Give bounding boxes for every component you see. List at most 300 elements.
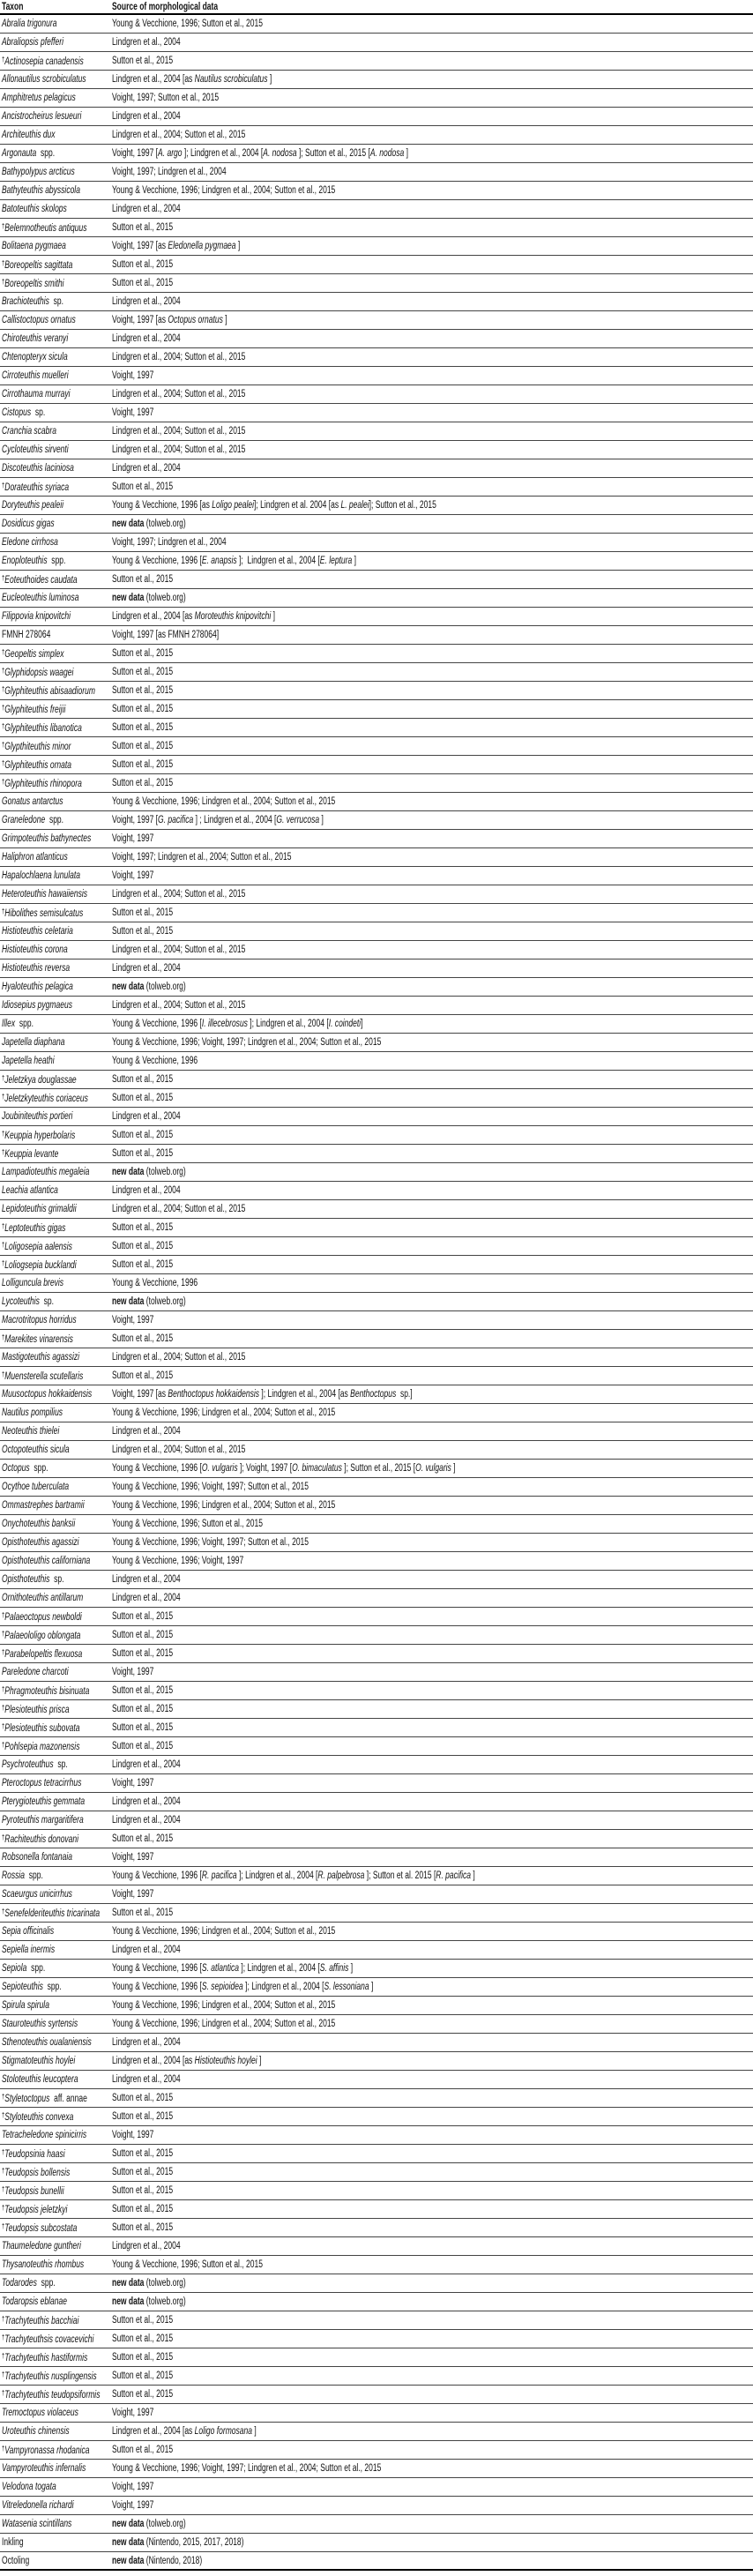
italic-text: Glyphiteuthis freijii: [4, 704, 66, 715]
source-cell: [112, 126, 293, 144]
extinct-dagger-mark: †: [2, 221, 5, 230]
taxon-cell-text: [2, 667, 73, 678]
extinct-dagger-mark: †: [2, 1684, 5, 1693]
italic-text: Styletoctopus: [4, 2093, 50, 2104]
table-header: [0, 0, 753, 15]
source-cell: [112, 2534, 290, 2551]
taxon-cell: [2, 2348, 110, 2366]
source-cell-text: [112, 852, 291, 862]
text-segment: Young & Vecchione, 1996; Voight, 1997: [112, 1556, 244, 1566]
italic-text: Teudopsis jeletzkyi: [4, 2204, 68, 2215]
source-cell: [112, 997, 293, 1014]
taxon-cell-text: [2, 204, 67, 214]
extinct-dagger-mark: †: [2, 1833, 5, 1841]
taxon-cell-text: [2, 2074, 78, 2085]
text-segment: Lindgren et al., 2004: [112, 2037, 181, 2048]
bold-text: new data: [112, 1167, 145, 1177]
italic-text: Pohlsepia mazonensis: [4, 1741, 80, 1752]
text-segment: Young & Vecchione, 1996; Lindgren et al., 2004; Sutton et al., 2015: [112, 1407, 336, 1418]
taxon-cell: [2, 1237, 110, 1255]
source-cell-text: [112, 870, 153, 881]
italic-text: Trachyteuthis nusplingensis: [4, 2371, 97, 2382]
table-row: [0, 848, 753, 867]
source-cell: [112, 2552, 234, 2569]
italic-text: Uroteuthis chinensis: [2, 2426, 70, 2437]
taxon-cell-text: [2, 426, 56, 437]
table-row: [0, 385, 753, 404]
taxon-cell-text: [2, 93, 76, 103]
source-cell-text: [112, 315, 227, 325]
italic-text: Parabelopeltis flexuosa: [4, 1648, 83, 1660]
source-cell-text: [112, 1778, 153, 1788]
table-row: [0, 1960, 753, 1978]
taxon-cell-text: [2, 2408, 78, 2418]
text-segment: spp.: [15, 1019, 34, 1029]
taxon-cell: [2, 1848, 110, 1866]
source-cell: [112, 1534, 377, 1551]
text-segment: Lindgren et al., 2004 [as: [112, 611, 195, 622]
text-segment: Sutton et al., 2015: [112, 2315, 174, 2326]
text-segment: Voight, 1997: [112, 2500, 154, 2511]
source-cell: [112, 848, 354, 866]
source-cell-text: [112, 426, 245, 437]
italic-text: Joubiniteuthis portieri: [2, 1111, 73, 1122]
text-segment: Young & Vecchione, 1996; Voight, 1997; Sutton et al., 2015: [112, 1537, 309, 1548]
italic-text: Actinosepia canadensis: [4, 56, 84, 67]
taxon-cell: [2, 885, 110, 903]
source-cell: [112, 2330, 194, 2348]
italic-text: Histioteuthis celetaria: [2, 926, 73, 937]
extinct-dagger-mark: †: [2, 277, 5, 286]
text-segment: Young & Vecchione, 1996 [: [112, 556, 202, 566]
taxon-cell: [2, 1200, 110, 1218]
source-cell: [112, 330, 205, 347]
text-segment: sp.]: [396, 1389, 413, 1400]
source-cell-text: [112, 1593, 181, 1603]
table-row: [0, 1571, 753, 1589]
taxon-cell-text: [2, 1519, 75, 1529]
source-cell: [112, 1793, 205, 1811]
source-cell: [112, 15, 316, 33]
taxon-cell-text: [2, 741, 71, 752]
taxon-cell: [2, 1034, 110, 1051]
italic-text: Nautilus pompilius: [2, 1407, 63, 1418]
taxon-cell-text: [2, 1204, 77, 1214]
source-cell: [112, 885, 293, 903]
text-segment: spp.: [47, 556, 66, 566]
source-cell: [112, 1330, 194, 1348]
taxon-cell: [2, 1274, 110, 1292]
table-row: [0, 1071, 753, 1089]
taxon-cell: [2, 978, 110, 996]
text-segment: ]: [451, 1463, 456, 1474]
taxon-cell: [2, 2386, 110, 2403]
taxon-cell: [2, 2089, 110, 2107]
source-cell: [112, 1978, 465, 1996]
taxon-cell-text: [2, 1704, 70, 1715]
text-segment: Lindgren et al., 2004; Sutton et al., 2015: [112, 1445, 246, 1455]
source-cell: [112, 182, 414, 199]
taxon-cell-text: [2, 982, 73, 992]
text-segment: Young & Vecchione, 1996 [as: [112, 500, 212, 511]
italic-text: Moroteuthis knipovitchi: [194, 611, 272, 622]
text-segment: (tolweb.org): [144, 2278, 186, 2289]
italic-text: Stoloteuthis leucoptera: [2, 2074, 78, 2085]
text-segment: sp.: [31, 407, 46, 418]
italic-text: Vampyroteuthis infernalis: [2, 2463, 86, 2474]
italic-text: Brachioteuthis: [2, 296, 49, 307]
source-cell-text: [112, 1222, 173, 1233]
text-segment: Sutton et al., 2015: [112, 574, 174, 585]
text-segment: ]: [222, 315, 227, 325]
source-cell: [112, 459, 205, 477]
source-cell-text: [112, 2426, 257, 2437]
italic-text: R. palpebrosa: [317, 1870, 365, 1881]
bold-text: new data: [112, 593, 145, 603]
source-cell-text: [112, 130, 245, 140]
text-segment: Sutton et al., 2015: [112, 2148, 174, 2159]
table-row: [0, 830, 753, 848]
italic-text: Vampyronassa rhodanica: [4, 2445, 90, 2456]
italic-text: Glyphiteuthis abisaadiorum: [4, 685, 95, 697]
source-cell-text: [112, 685, 173, 696]
source-cell-text: [112, 630, 219, 640]
source-cell: [112, 441, 293, 459]
text-segment: Voight, 1997 [: [112, 815, 159, 825]
source-cell-text: [112, 1537, 309, 1548]
source-cell-text: [112, 2056, 261, 2066]
text-segment: Sutton et al., 2015: [112, 2389, 174, 2400]
table-row: [0, 1941, 753, 1960]
italic-text: Velodona togata: [2, 2482, 56, 2492]
taxon-cell: [2, 89, 110, 107]
source-cell-text: [112, 2278, 186, 2289]
source-cell-text: [112, 1278, 198, 1288]
table-row: [0, 126, 753, 145]
taxon-cell-text: [2, 56, 84, 67]
italic-text: Eoteuthoides caudata: [4, 574, 78, 586]
text-segment: Young & Vecchione, 1996 [: [112, 1870, 202, 1881]
italic-text: Teudopsis bunellii: [4, 2185, 64, 2197]
taxon-cell-text: [2, 1259, 77, 1271]
taxon-cell: [2, 2311, 110, 2329]
taxon-cell: [2, 1145, 110, 1162]
taxon-cell-text: [2, 1445, 70, 1455]
italic-text: Hyaloteuthis pelagica: [2, 982, 73, 992]
source-cell: [112, 1923, 414, 1940]
taxon-cell: [2, 311, 110, 329]
table-row: [0, 1348, 753, 1367]
taxon-cell: [2, 1404, 110, 1422]
text-segment: Sutton et al., 2015: [112, 1259, 174, 1270]
source-cell: [112, 922, 194, 940]
source-cell-text: [112, 1130, 173, 1140]
text-segment: ]; Sutton et al., 2015: [369, 500, 436, 511]
source-cell-text: [112, 704, 173, 714]
taxon-cell: [2, 700, 110, 718]
text-segment: Voight, 1997; Lindgren et al., 2004: [112, 167, 227, 177]
text-segment: spp.: [36, 148, 56, 159]
text-segment: Sutton et al., 2015: [112, 2167, 174, 2177]
source-cell-text: [112, 2500, 153, 2511]
text-segment: Lindgren et al., 2004: [112, 1759, 181, 1770]
source-cell: [112, 2478, 168, 2496]
source-cell: [112, 904, 194, 922]
source-cell-text: [112, 1056, 198, 1066]
taxon-cell-text: [2, 1296, 54, 1307]
source-cell-text: [112, 1204, 245, 1214]
source-cell: [112, 645, 194, 662]
source-cell-text: [112, 2537, 244, 2548]
taxon-cell-text: [2, 926, 73, 937]
taxon-cell-text: [2, 222, 87, 234]
taxon-cell: [2, 330, 110, 347]
extinct-dagger-mark: †: [2, 777, 5, 786]
text-segment: ]; Lindgren et al. 2004 [as: [254, 500, 341, 511]
taxon-cell-text: [2, 1037, 64, 1048]
text-segment: Sutton et al., 2015: [112, 759, 174, 770]
source-cell: [112, 2348, 194, 2366]
table-row: [0, 2052, 753, 2071]
extinct-dagger-mark: †: [2, 2388, 5, 2397]
italic-text: Chtenopteryx sicula: [2, 352, 68, 362]
extinct-dagger-mark: †: [2, 2444, 5, 2453]
table-row: [0, 2015, 753, 2034]
extinct-dagger-mark: †: [2, 2147, 5, 2156]
text-segment: ]: [352, 556, 356, 566]
taxon-cell-text: [2, 1315, 77, 1325]
source-cell: [112, 2034, 205, 2051]
source-cell: [112, 830, 168, 847]
source-cell: [112, 2423, 307, 2440]
table-row: [0, 34, 753, 52]
taxon-cell: [2, 737, 110, 755]
taxon-cell: [2, 2034, 110, 2051]
text-segment: Lindgren et al., 2004; Sutton et al., 2015: [112, 130, 246, 140]
taxon-cell-text: [2, 1611, 82, 1623]
text-segment: Voight, 1997 [as: [112, 315, 168, 325]
extinct-dagger-mark: †: [2, 1647, 5, 1656]
source-cell: [112, 1015, 451, 1033]
table-row: [0, 1793, 753, 1811]
taxon-cell-text: [2, 1463, 48, 1474]
text-segment: Lindgren et al., 2004; Sutton et al., 2015: [112, 1352, 246, 1363]
italic-text: E. leptura: [319, 556, 353, 566]
taxon-cell: [2, 15, 110, 33]
source-cell: [112, 385, 293, 403]
italic-text: Jeletzkyteuthis coriaceus: [4, 1093, 88, 1104]
taxon-cell-text: [2, 167, 75, 177]
extinct-dagger-mark: †: [2, 1721, 5, 1730]
table-row: [0, 682, 753, 700]
extinct-dagger-mark: †: [2, 1221, 5, 1230]
text-segment: sp.: [49, 1574, 64, 1585]
text-segment: Young & Vecchione, 1996: [112, 1278, 198, 1288]
taxon-cell-text: [2, 2352, 87, 2363]
source-cell: [112, 256, 194, 273]
taxon-cell: [2, 348, 110, 366]
italic-text: Boreopeltis smithi: [4, 278, 64, 289]
taxon-cell: [2, 126, 110, 144]
table-row: [0, 1441, 753, 1460]
italic-text: Loliogsepia bucklandi: [4, 1259, 77, 1271]
text-segment: Lindgren et al., 2004 [as: [112, 74, 195, 85]
table-row: [0, 2423, 753, 2441]
taxon-cell: [2, 256, 110, 273]
table-row: [0, 1978, 753, 1997]
text-segment: ]: [235, 241, 241, 251]
table-row: [0, 367, 753, 385]
text-segment: Sutton et al., 2015: [112, 1074, 174, 1085]
table-row: [0, 793, 753, 811]
taxon-cell-text: [2, 2482, 56, 2492]
taxon-cell-text: [2, 2000, 49, 2011]
taxon-cell-text: [2, 1759, 68, 1770]
source-cell-text: [112, 2130, 153, 2140]
taxon-cell-text: [2, 1074, 77, 1086]
source-cell: [112, 1848, 168, 1866]
table-row: [0, 1089, 753, 1108]
italic-text: Sthenoteuthis oualaniensis: [2, 2037, 92, 2048]
taxon-cell-text: [2, 482, 69, 493]
italic-text: Glypthiteuthis minor: [4, 741, 71, 752]
table-row: [0, 534, 753, 552]
source-cell-text: [112, 1630, 173, 1640]
source-cell-text: [112, 1093, 173, 1103]
taxon-cell: [2, 2497, 110, 2514]
taxon-cell: [2, 1645, 110, 1662]
taxon-cell: [2, 1385, 110, 1403]
table-row: [0, 182, 753, 200]
taxon-cell-text: [2, 2037, 92, 2048]
italic-text: Watasenia scintillans: [2, 2519, 72, 2529]
source-cell: [112, 2497, 168, 2514]
taxon-cell: [2, 1256, 110, 1273]
text-segment: spp.: [36, 2278, 56, 2289]
italic-text: Leachia atlantica: [2, 1185, 58, 1196]
text-segment: spp.: [42, 1982, 62, 1992]
taxon-cell: [2, 1960, 110, 1977]
source-cell-text: [112, 167, 227, 177]
taxon-cell: [2, 1923, 110, 1940]
italic-text: Sepioteuthis: [2, 1982, 43, 1992]
text-segment: Lindgren et al., 2004; Sutton et al., 2015: [112, 352, 246, 362]
italic-text: Loligosepia aalensis: [4, 1241, 72, 1252]
taxon-cell: [2, 274, 110, 292]
source-cell-text: [112, 2315, 173, 2326]
text-segment: Lindgren et al., 2004: [112, 111, 181, 122]
source-cell-text: [112, 2445, 173, 2455]
taxon-cell-text: [2, 2185, 64, 2197]
source-cell: [112, 1274, 227, 1292]
table-row: [0, 811, 753, 830]
italic-text: Keuppia hyperbolaris: [4, 1130, 76, 1141]
source-cell-text: [112, 2352, 173, 2363]
source-cell-text: [112, 2185, 173, 2196]
italic-text: Nautilus scrobiculatus: [194, 74, 268, 85]
source-cell: [112, 1145, 194, 1162]
source-cell-text: [112, 1296, 186, 1307]
source-cell: [112, 89, 257, 107]
taxon-cell: [2, 904, 110, 922]
source-cell-text: [112, 1259, 173, 1270]
table-row: [0, 311, 753, 330]
extinct-dagger-mark: †: [2, 1629, 5, 1638]
italic-text: Todaropsis eblanae: [2, 2296, 67, 2307]
text-segment: ]; Lindgren et al., 2004 [as: [259, 1389, 351, 1400]
taxon-cell-text: [2, 1537, 79, 1548]
header-taxon: [2, 0, 110, 13]
extinct-dagger-mark: †: [2, 703, 5, 712]
text-segment: ]; Lindgren et al., 2004 [: [236, 556, 320, 566]
italic-text: Abralia trigonura: [2, 19, 57, 29]
taxon-cell-text: [2, 315, 76, 325]
source-cell-text: [112, 2204, 173, 2214]
source-cell: [112, 978, 212, 996]
text-segment: ]; Sutton et al., 2015 [: [341, 1463, 416, 1474]
taxon-cell-text: [2, 630, 50, 640]
text-segment: Sutton et al., 2015: [112, 2111, 174, 2122]
taxon-cell-text: [2, 148, 55, 159]
taxon-cell: [2, 1497, 110, 1514]
source-cell-text: [112, 537, 227, 548]
extinct-dagger-mark: †: [2, 2351, 5, 2360]
taxon-cell: [2, 459, 110, 477]
source-cell: [112, 515, 212, 533]
source-cell: [112, 1422, 205, 1440]
text-segment: ]: [267, 74, 272, 85]
text-segment: Sutton et al., 2015: [112, 1370, 174, 1381]
italic-text: Pareledone charcoti: [2, 1667, 69, 1677]
text-segment: Lindgren et al., 2004: [112, 463, 181, 474]
source-cell-text: [112, 111, 181, 122]
italic-text: Benthoctopus: [350, 1389, 397, 1400]
taxon-cell-text: [2, 1852, 72, 1863]
extinct-dagger-mark: †: [2, 2092, 5, 2101]
source-cell: [112, 2089, 194, 2107]
taxon-cell-text: [2, 1130, 75, 1141]
table-row: [0, 1867, 753, 1885]
taxon-cell-text: [2, 2519, 71, 2529]
source-cell: [112, 1719, 194, 1736]
italic-text: S. atlantica: [201, 1963, 240, 1974]
source-cell: [112, 2126, 168, 2144]
taxon-cell: [2, 2404, 110, 2422]
italic-text: Pterygioteuthis gemmata: [2, 1796, 86, 1807]
taxon-cell: [2, 1367, 110, 1385]
italic-text: Lycoteuthis: [2, 1296, 40, 1307]
italic-text: Trachyteuthis hastiformis: [4, 2352, 88, 2363]
taxon-cell: [2, 811, 110, 829]
table-row: [0, 2034, 753, 2052]
bold-text: new data: [112, 1296, 145, 1307]
italic-text: Neoteuthis thielei: [2, 1426, 60, 1437]
italic-text: Opisthoteuthis californiana: [2, 1556, 91, 1566]
table-row: [0, 2293, 753, 2311]
italic-text: Eledone cirrhosa: [2, 537, 58, 548]
extinct-dagger-mark: †: [2, 2221, 5, 2230]
italic-text: Thysanoteuthis rhombus: [2, 2259, 85, 2270]
source-cell-text: [112, 2519, 186, 2529]
source-cell-text: [112, 667, 173, 677]
table-row: [0, 2256, 753, 2274]
source-cell-text: [112, 370, 153, 381]
table-row: [0, 1367, 753, 1385]
text-segment: Sutton et al., 2015: [112, 56, 174, 66]
taxon-cell: [2, 1830, 110, 1848]
table-row: [0, 1015, 753, 1034]
taxon-cell-text: [2, 2019, 78, 2029]
